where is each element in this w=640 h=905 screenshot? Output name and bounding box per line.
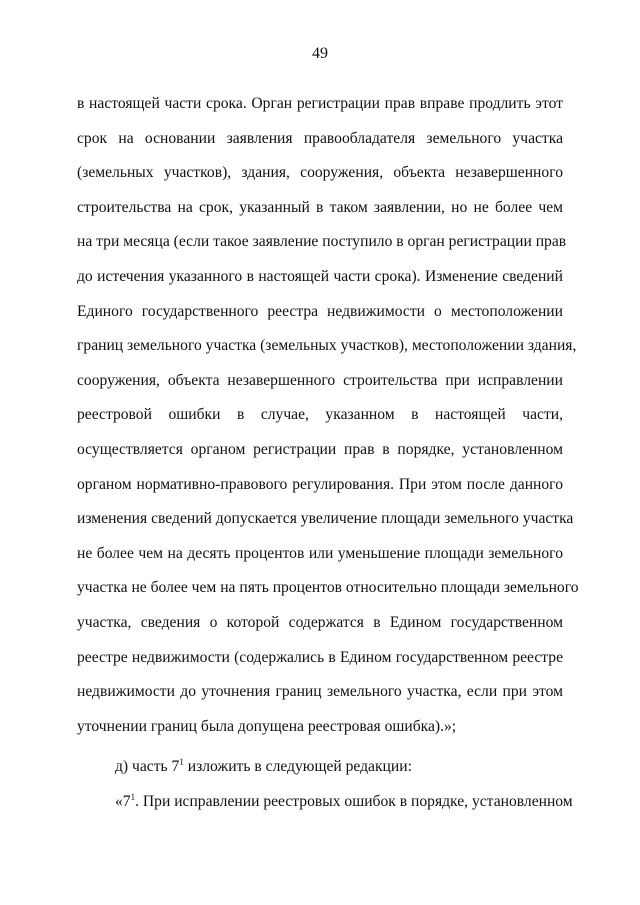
text-line: до истечения указанного в настоящей части срока). Изменение сведений [77, 267, 563, 285]
text-line: реестровой ошибки в случае, указанном в настоящей части, [77, 406, 563, 424]
text-line: срок на основании заявления правообладателя земельного участка [77, 129, 563, 147]
text-line: строительства на срок, указанный в таком заявлении, но не более чем [77, 198, 563, 216]
quote-text: . При исправлении реестровых ошибок в порядке, установленном [135, 792, 573, 810]
text-line: изменения сведений допускается увеличение площади земельного участка [77, 510, 574, 528]
item-d-line [77, 755, 563, 790]
body-text [77, 92, 579, 824]
quote-text: «7 [115, 792, 131, 810]
text-line: не более чем на десять процентов или уменьшение площади земельного [77, 544, 563, 562]
quote-line [77, 790, 573, 825]
page-number: 49 [312, 45, 328, 62]
text-line: сооружения, объекта незавершенного строительства при исправлении [77, 371, 563, 389]
text-line: в настоящей части срока. Орган регистрации прав вправе продлить этот [77, 95, 563, 112]
text-line: осуществляется органом регистрации прав в порядке, установленном [77, 440, 563, 458]
superscript: 1 [179, 757, 184, 768]
text-line: (земельных участков), здания, сооружения, объекта незавершенного [77, 164, 563, 182]
text-line: участка не более чем на пять процентов относительно площади земельного [77, 579, 579, 597]
item-d-text: д) часть 7 [115, 758, 180, 776]
text-line: Единого государственного реестра недвижимости о местоположении [77, 302, 563, 320]
text-line: реестре недвижимости (содержались в Едином государственном реестре [77, 648, 563, 666]
text-line: недвижимости до уточнения границ земельного участка, если при этом [77, 683, 563, 701]
text-line: органом нормативно-правового регулирования. При этом после данного [77, 475, 563, 493]
text-line: границ земельного участка (земельных участков), местоположении здания, [77, 337, 577, 355]
superscript: 1 [130, 791, 136, 802]
item-d-text: изложить в следующей редакции: [183, 758, 412, 776]
text-line: уточнении границ была допущена реестровая ошибка).»; [77, 717, 457, 735]
text-line: на три месяца (если такое заявление поступило в орган регистрации прав [77, 233, 567, 251]
text-line: участка, сведения о которой содержатся в Едином государственном [77, 613, 563, 631]
